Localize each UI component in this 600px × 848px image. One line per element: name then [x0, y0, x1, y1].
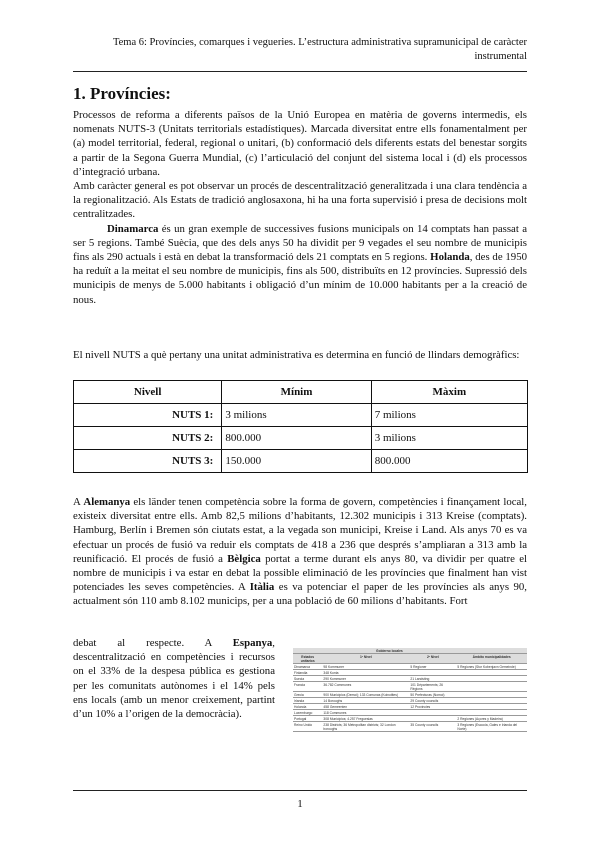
holanda-text: , des de 1950 ha reduït a la meitat el seu nombre de municipis, fins als 500, distribuïts en 12 províncies. Supressió dels municipis de menys de 5.000 habitants i obligació d’un mínim de 10.000 habitants per a la creació de nous.	[73, 251, 527, 306]
mini-table-row	[293, 682, 527, 692]
mini-header: Ámbito municipalidades	[456, 654, 527, 664]
alemanya-text: els länder tenen competència sobre la forma de govern, competències i finançament local, existeix diversitat entre ells. Amb 82,5 milions d’habitants, 12.302 municipis i 313 Kreise (comptats). Hamburg, Berlín i Bremen són ciutats estat, a la vegada son municipi, Kreise i Land. Als anys 70 es va efectuar un procés de fusió va reduir els comptats de 418 a 236 que després s’ampliaran a 313 amb la reunificació. El procés de fusió a	[73, 496, 528, 565]
mini-table-cell: 290 Kommuner	[322, 676, 409, 682]
paragraph-dinamarca	[73, 222, 527, 307]
mini-table-cell: Suecia	[293, 676, 322, 682]
row-level: NUTS 2:	[74, 427, 222, 450]
mini-table-cell: Francia	[293, 682, 322, 692]
mini-table-body	[293, 664, 527, 732]
mini-table-cell: 3 Regiones (Escocia, Gales e Irlanda del Norte)	[456, 722, 527, 732]
alemanya-lead: A	[73, 496, 84, 508]
row-min: 150.000	[222, 450, 371, 473]
mini-table-row	[293, 722, 527, 732]
row-min: 800.000	[222, 427, 371, 450]
mini-table-cell: 98 Kommuner	[322, 664, 409, 670]
section-title: 1. Províncies:	[73, 84, 171, 103]
espanya-bold: Espanya	[232, 637, 273, 649]
mini-table-cell: 348 Kunta	[322, 670, 409, 676]
mini-table	[293, 648, 527, 732]
mini-group-header: Gobierno locales	[322, 648, 456, 654]
mini-table-cell: 35 County councils	[409, 722, 456, 732]
mini-table-header	[293, 654, 527, 664]
belgica-bold: Bèlgica	[227, 552, 261, 565]
mini-table-cell: 900 Municipios (Demoi); 133 Comunas (Koinotites)	[322, 692, 409, 698]
header-minim: Mínim	[222, 381, 371, 404]
mini-table-cell: 2 Regiones (Açores y Madeira)	[456, 716, 527, 722]
dinamarca-bold: Dinamarca	[107, 222, 159, 235]
mini-table-cell: 36.782 Communes	[322, 682, 409, 692]
mini-table-cell: 308 Municipios; 4.257 Freguesias	[322, 716, 409, 722]
mini-table-cell: 29 County councils	[409, 698, 456, 704]
header-maxim: Màxim	[371, 381, 527, 404]
header-nivell: Nivell	[74, 381, 222, 404]
mini-table-cell: Grecia	[293, 692, 322, 698]
local-governments-table-image	[293, 648, 527, 756]
mini-table-cell: Luxemburgo	[293, 710, 322, 716]
nuts-table-header	[74, 381, 528, 404]
mini-table-cell	[456, 682, 527, 692]
row-max: 3 milions	[371, 427, 527, 450]
table-row	[74, 427, 528, 450]
mini-table-cell: 14 Boroughs	[322, 698, 409, 704]
mini-table-cell: 50 Prefecturas (Nomoi)	[409, 692, 456, 698]
mini-table-cell: 101 Départements; 26 Régions	[409, 682, 456, 692]
paragraph-nuts3: Processos de reforma a diferents països de la Unió Europea en matèria de governs intermedis, els nomenats NUTS-3 (Unitats territorials estadístiques). Marcada diversitat entre ells fonamentalment per (a) model territorial, federal, regional o unitari, (b) conformació dels diferents estats del benestar sorgits a partir de la Segona Guerra Mundial, (c) l’articulació del conjunt del sistema local i (d) els processos d’integració urbana.	[73, 109, 527, 178]
mini-table-cell: Holanda	[293, 704, 322, 710]
row-level: NUTS 1:	[74, 404, 222, 427]
paragraph-alemanya	[73, 495, 527, 609]
running-header: Tema 6: Províncies, comarques i vegueries. L’estructura administrativa supramunicipal de caràcter instrumental	[112, 37, 527, 62]
paragraph-espanya	[73, 636, 275, 721]
mini-table-cell: Finlandia	[293, 670, 322, 676]
espanya-text: , descentralització en competències i recursos on el 33% de la despesa pública es gestiona per les comunitats autònomes i el 14% pels ens locals (amb un menor creixement, partint d’un 10% a l’origen de la democràcia).	[73, 637, 275, 721]
page-number: 1	[297, 798, 303, 810]
mini-table-cell: 5 Regiones (Stor Kobenjavn Gemeinde)	[456, 664, 527, 670]
mini-table-cell: 21 Landsting	[409, 676, 456, 682]
row-min: 3 milions	[222, 404, 371, 427]
mini-table-cell: 5 Regioner	[409, 664, 456, 670]
row-max: 800.000	[371, 450, 527, 473]
mini-table-cell: 238 Districts; 36 Metropolitan districts; 32 London boroughs	[322, 722, 409, 732]
header-rule	[73, 71, 527, 72]
italia-bold: Itàlia	[249, 581, 275, 594]
body-text-top	[73, 108, 527, 307]
belgica-text: portat a terme durant els anys 80, va dividir per quatre el nombre de municipis i va estar en debat la possible eliminació de les províncies que finalment han vist potenciades les seves competències. A	[73, 552, 527, 594]
paragraph-llindars: El nivell NUTS a què pertany una unitat administrativa es determina en funció de llindars demogràfics:	[73, 349, 520, 361]
mini-table-cell: Irlanda	[293, 698, 322, 704]
mini-header: 2º Nivel	[409, 654, 456, 664]
dinamarca-text: és un gran exemple de successives fusions municipals on 14 comptats han passat a ser 5 regions. També Suècia, que des dels anys 50 ha dividit per 9 vegades el seu nombre de municipis fins als 290 actuals i està en debat la transformació dels 21 comptats en 5 regions.	[73, 222, 527, 264]
mini-table-cell: 458 Gemeenten	[322, 704, 409, 710]
mini-table-cell: Portugal	[293, 716, 322, 722]
nuts-table	[73, 380, 528, 473]
table-row	[74, 404, 528, 427]
mini-header: Estados unitarios	[293, 654, 322, 664]
footer-rule	[73, 790, 527, 791]
paragraph-nivell-nuts	[73, 348, 527, 362]
row-max: 7 milions	[371, 404, 527, 427]
holanda-bold: Holanda	[430, 251, 470, 264]
paragraph-descentralitzacio: Amb caràcter general es pot observar un procés de descentralització generalitzada i una clara tendència a la regionalització. Als Estats de tradició anglosaxona, hi ha una forta supervisió i presa de decisions molt centralitzades.	[73, 180, 527, 221]
mini-table-cell: Dinamarca	[293, 664, 322, 670]
mini-table-cell: 118 Communes	[322, 710, 409, 716]
mini-header: 1º Nivel	[322, 654, 409, 664]
row-level: NUTS 3:	[74, 450, 222, 473]
alemanya-bold: Alemanya	[83, 496, 131, 508]
table-row	[74, 450, 528, 473]
mini-table-cell: Reino Unido	[293, 722, 322, 732]
italia-text: es va potenciar el paper de les províncies als anys 90, actualment són 110 amb 8.102 municips, per a una població de 60 milions d’habitants. Fort	[73, 581, 527, 608]
mini-table-cell: 12 Provincies	[409, 704, 456, 710]
espanya-lead: debat al respecte. A	[73, 637, 233, 649]
